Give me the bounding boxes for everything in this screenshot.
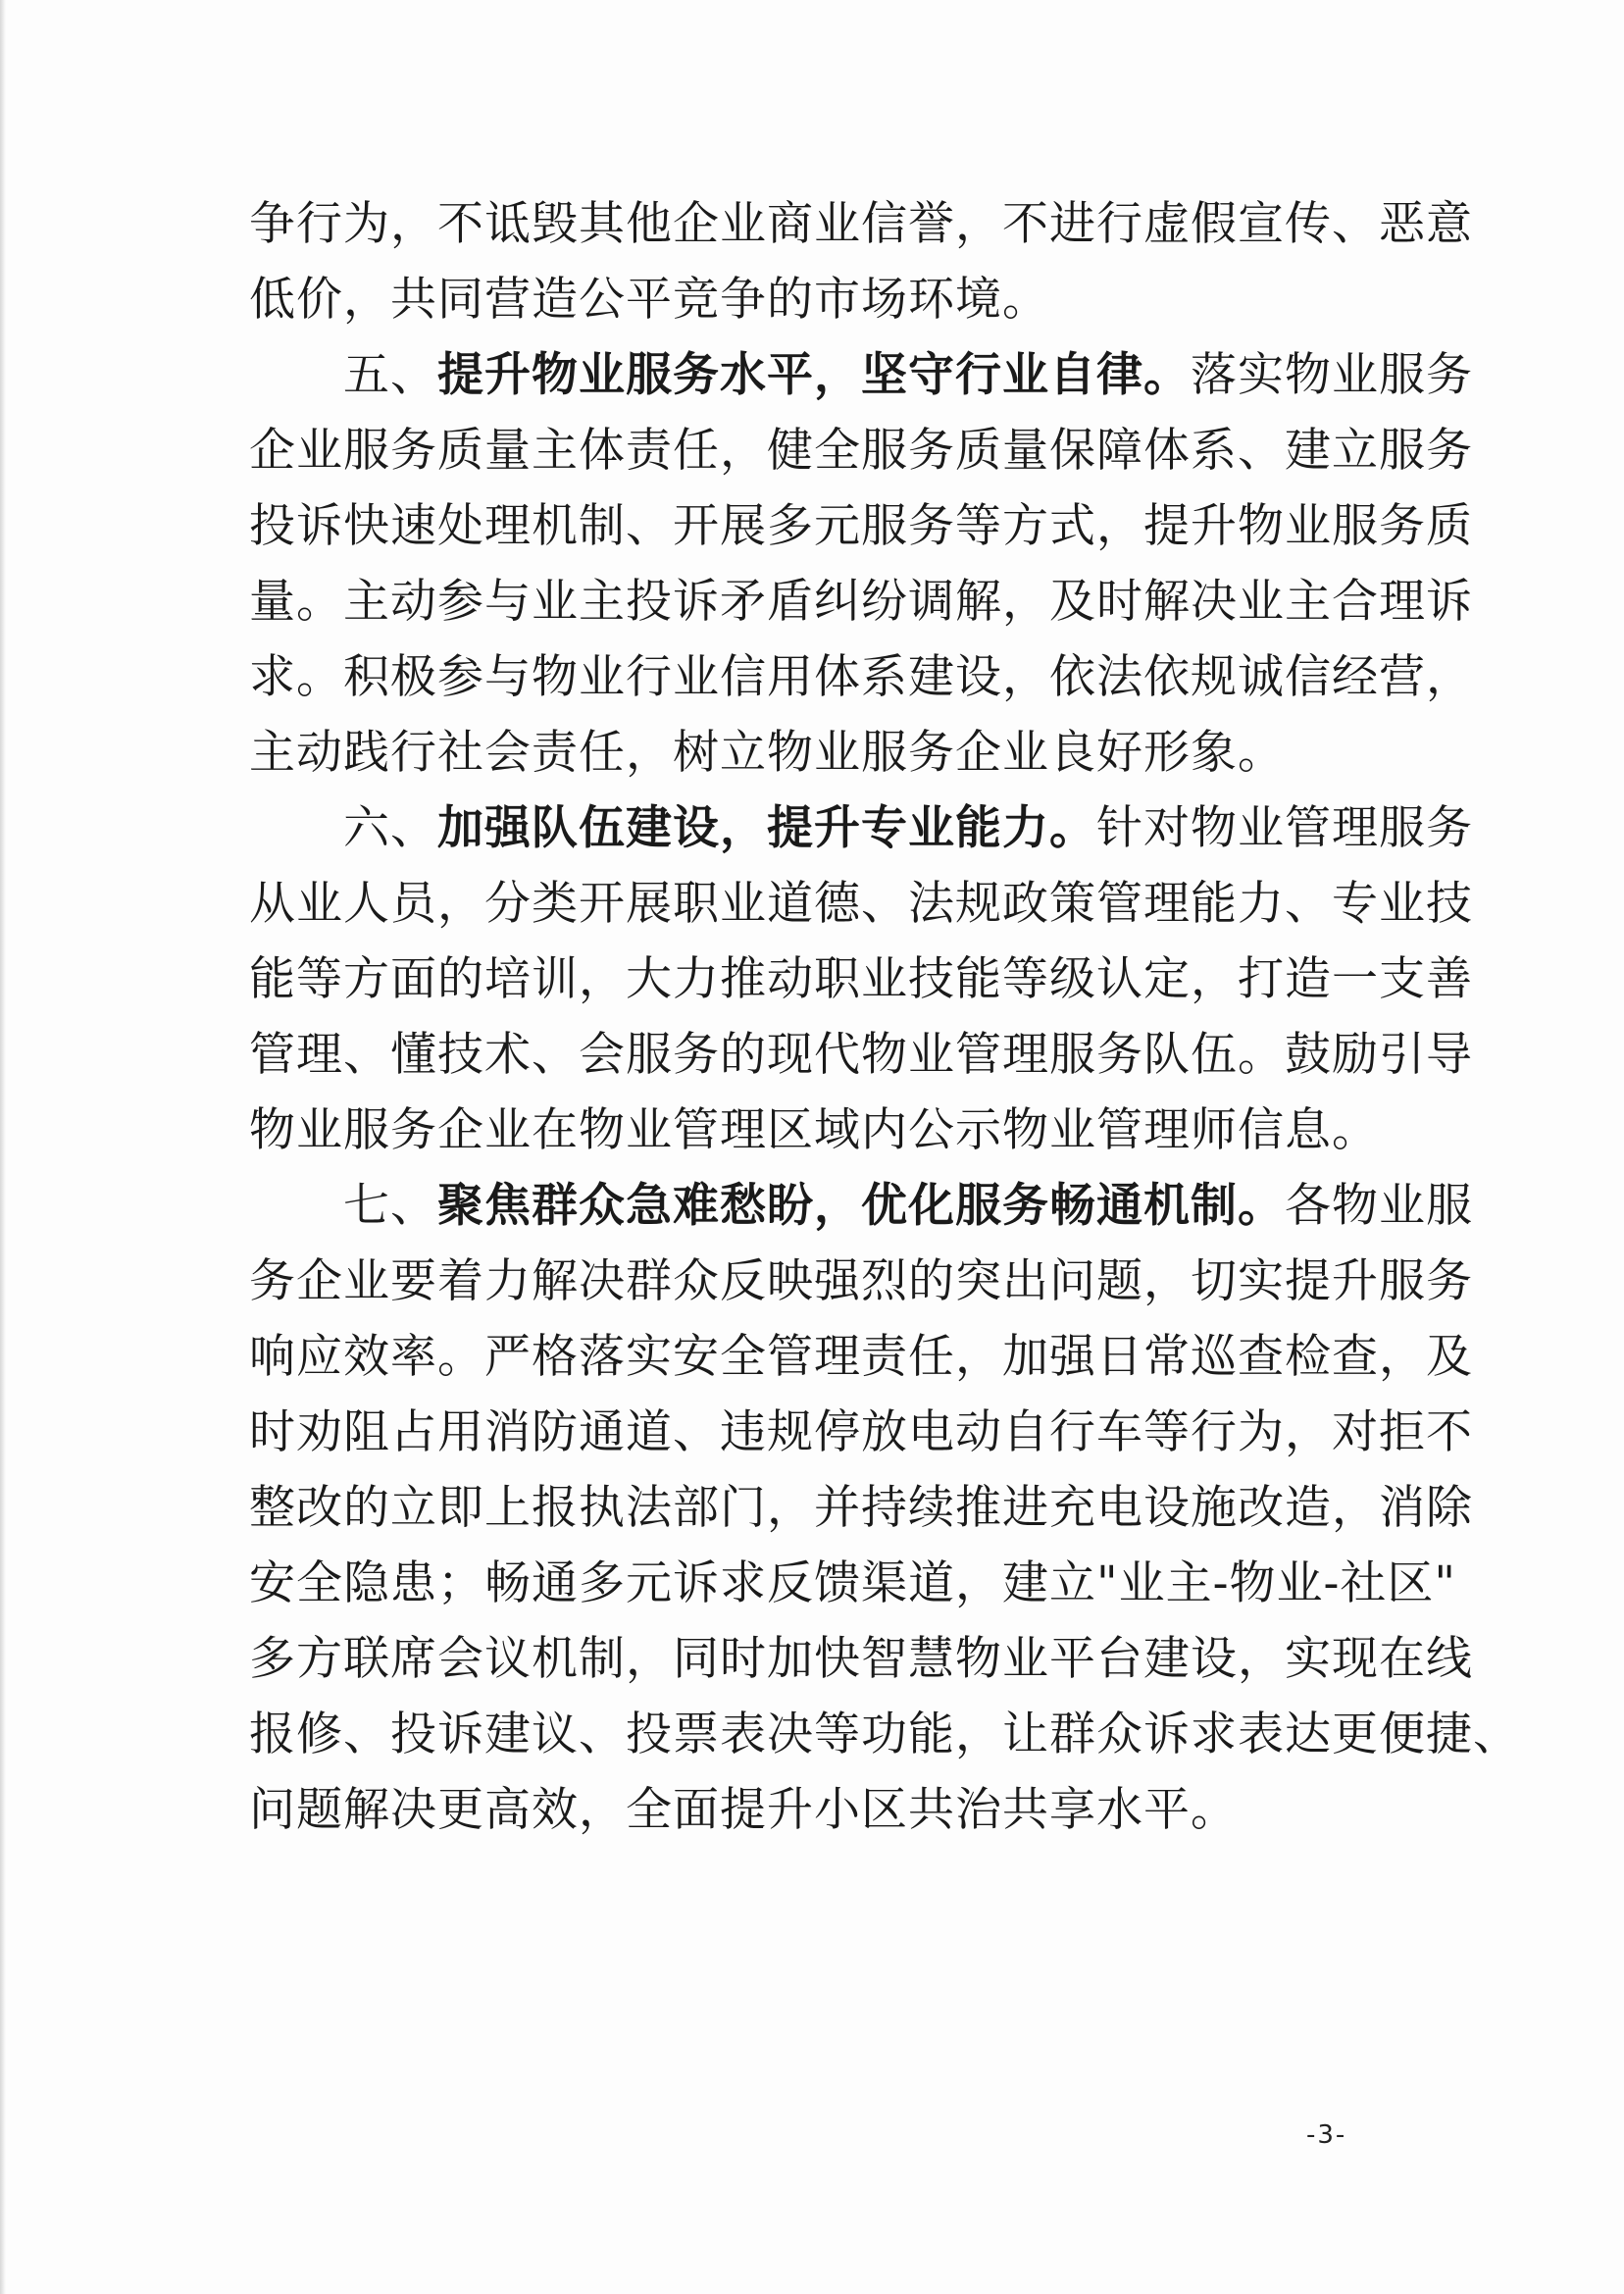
paragraph-first-line	[249, 337, 1473, 413]
text-line: 管理、懂技术、会服务的现代物业管理服务队伍。鼓励引导	[249, 1028, 1473, 1082]
scan-edge-shadow	[0, 0, 6, 2294]
paragraph-first-line	[249, 790, 1473, 866]
document-body	[249, 186, 1520, 1848]
section-heading: 提升物业服务水平，坚守行业自律。	[437, 348, 1191, 402]
section-number: 六、	[343, 801, 437, 855]
text-line: 主动践行社会责任，树立物业服务企业良好形象。	[249, 726, 1285, 780]
text-line: 多方联席会议机制，同时加快智慧物业平台建设，实现在线	[249, 1632, 1473, 1686]
text-line: 问题解决更高效，全面提升小区共治共享水平。	[249, 1783, 1238, 1837]
section-heading: 加强队伍建设，提升专业能力。	[437, 801, 1096, 855]
text-line: 时劝阻占用消防通道、违规停放电动自行车等行为，对拒不	[249, 1405, 1473, 1459]
paragraph-section-6	[249, 790, 1473, 1168]
text-line: 安全隐患；畅通多元诉求反馈渠道，建立"业主-物业-社区"	[249, 1556, 1456, 1610]
text-line: 求。积极参与物业行业信用体系建设，依法依规诚信经营，	[249, 650, 1473, 704]
paragraph-section-5	[249, 337, 1473, 790]
page-number: -3-	[1306, 2120, 1347, 2150]
text-line: 务企业要着力解决群众反映强烈的突出问题，切实提升服务	[249, 1254, 1473, 1308]
section-heading: 聚焦群众急难愁盼，优化服务畅通机制。	[437, 1179, 1285, 1233]
text-line: 投诉快速处理机制、开展多元服务等方式，提升物业服务质	[249, 499, 1473, 553]
text-line: 低价，共同营造公平竞争的市场环境。	[249, 273, 1049, 327]
text-run: 各物业服	[1285, 1179, 1473, 1233]
text-run: 落实物业服务	[1191, 348, 1473, 402]
paragraph-continued	[249, 186, 1473, 337]
text-line: 量。主动参与业主投诉矛盾纠纷调解，及时解决业主合理诉	[249, 575, 1473, 629]
text-line: 响应效率。严格落实安全管理责任，加强日常巡查检查，及	[249, 1330, 1473, 1384]
text-line: 争行为，不诋毁其他企业商业信誉，不进行虚假宣传、恶意	[249, 197, 1473, 251]
paragraph-section-7	[249, 1168, 1520, 1848]
section-number: 七、	[343, 1179, 437, 1233]
text-run: 针对物业管理服务	[1096, 801, 1473, 855]
text-line: 报修、投诉建议、投票表决等功能，让群众诉求表达更便捷、	[249, 1708, 1520, 1761]
text-line: 企业服务质量主体责任，健全服务质量保障体系、建立服务	[249, 424, 1473, 478]
text-line: 物业服务企业在物业管理区域内公示物业管理师信息。	[249, 1103, 1379, 1157]
paragraph-first-line	[249, 1168, 1473, 1244]
text-line: 从业人员，分类开展职业道德、法规政策管理能力、专业技	[249, 877, 1473, 931]
text-line: 能等方面的培训，大力推动职业技能等级认定，打造一支善	[249, 952, 1473, 1006]
text-line: 整改的立即上报执法部门，并持续推进充电设施改造，消除	[249, 1481, 1473, 1535]
section-number: 五、	[343, 348, 437, 402]
